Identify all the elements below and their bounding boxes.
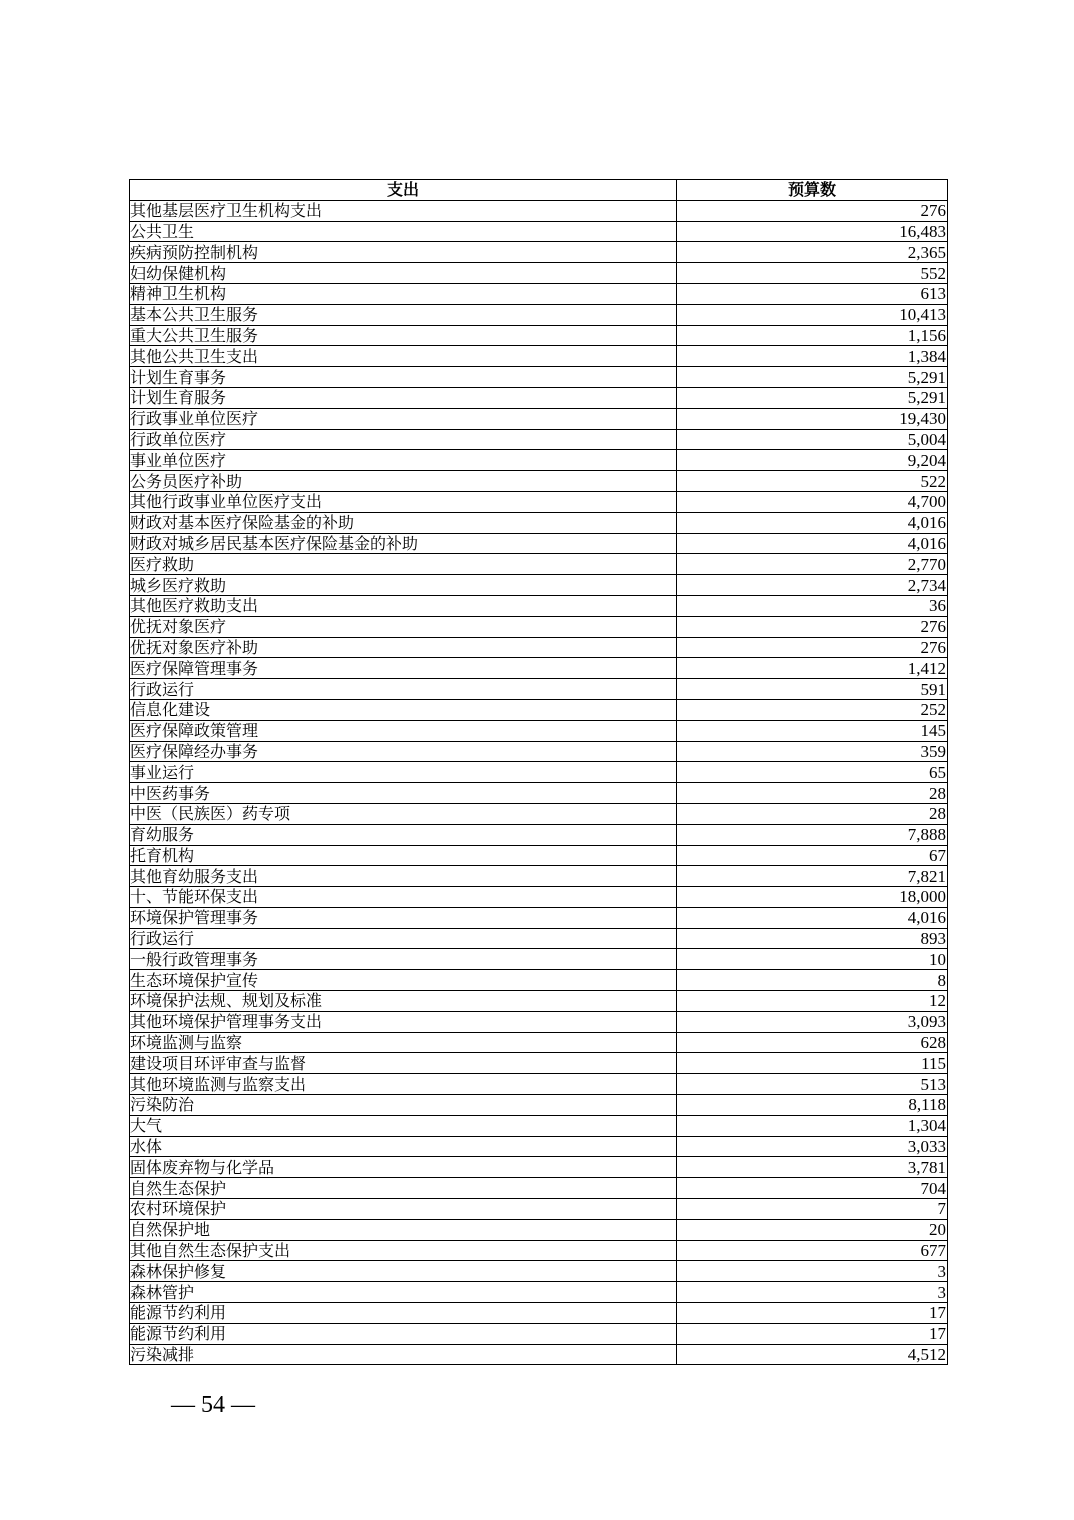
row-label: 行政运行 — [130, 928, 677, 949]
row-label: 能源节约利用 — [130, 1323, 677, 1344]
row-label: 自然保护地 — [130, 1219, 677, 1240]
table-row — [130, 1178, 948, 1199]
table-row — [130, 762, 948, 783]
table-row — [130, 824, 948, 845]
row-amount: 1,156 — [677, 325, 948, 346]
row-label: 能源节约利用 — [130, 1303, 677, 1324]
table-row — [130, 1282, 948, 1303]
table-row — [130, 554, 948, 575]
table-body — [130, 200, 948, 1365]
table-row — [130, 1032, 948, 1053]
table-row — [130, 949, 948, 970]
row-label: 生态环境保护宣传 — [130, 970, 677, 991]
row-label: 自然生态保护 — [130, 1178, 677, 1199]
row-label: 其他自然生态保护支出 — [130, 1240, 677, 1261]
header-item: 支出 — [130, 180, 677, 201]
table-row — [130, 1323, 948, 1344]
row-amount: 276 — [677, 637, 948, 658]
row-amount: 628 — [677, 1032, 948, 1053]
row-label: 公务员医疗补助 — [130, 471, 677, 492]
table-row — [130, 200, 948, 221]
row-label: 财政对基本医疗保险基金的补助 — [130, 512, 677, 533]
table-row — [130, 450, 948, 471]
row-label: 基本公共卫生服务 — [130, 304, 677, 325]
row-label: 行政事业单位医疗 — [130, 408, 677, 429]
row-amount: 513 — [677, 1074, 948, 1095]
row-amount: 677 — [677, 1240, 948, 1261]
table-row — [130, 429, 948, 450]
row-amount: 1,304 — [677, 1115, 948, 1136]
table-row — [130, 866, 948, 887]
row-label: 疾病预防控制机构 — [130, 242, 677, 263]
row-amount: 5,291 — [677, 367, 948, 388]
row-amount: 252 — [677, 699, 948, 720]
row-label: 一般行政管理事务 — [130, 949, 677, 970]
table-row — [130, 595, 948, 616]
row-amount: 522 — [677, 471, 948, 492]
row-amount: 3,093 — [677, 1011, 948, 1032]
row-label: 信息化建设 — [130, 699, 677, 720]
row-amount: 18,000 — [677, 887, 948, 908]
table-row — [130, 1011, 948, 1032]
table-row — [130, 658, 948, 679]
row-amount: 591 — [677, 679, 948, 700]
table-row — [130, 512, 948, 533]
row-amount: 115 — [677, 1053, 948, 1074]
row-amount: 65 — [677, 762, 948, 783]
row-label: 其他基层医疗卫生机构支出 — [130, 200, 677, 221]
table-row — [130, 1344, 948, 1365]
row-label: 优抚对象医疗 — [130, 616, 677, 637]
row-amount: 5,004 — [677, 429, 948, 450]
row-label: 其他医疗救助支出 — [130, 595, 677, 616]
table-row — [130, 928, 948, 949]
row-label: 妇幼保健机构 — [130, 263, 677, 284]
row-amount: 36 — [677, 595, 948, 616]
table-row — [130, 720, 948, 741]
table-row — [130, 325, 948, 346]
table-row — [130, 575, 948, 596]
table-row — [130, 471, 948, 492]
row-amount: 3 — [677, 1282, 948, 1303]
row-label: 固体废弃物与化学品 — [130, 1157, 677, 1178]
row-label: 计划生育事务 — [130, 367, 677, 388]
table-row — [130, 491, 948, 512]
row-amount: 7 — [677, 1199, 948, 1220]
row-amount: 276 — [677, 616, 948, 637]
row-label: 行政单位医疗 — [130, 429, 677, 450]
table-row — [130, 845, 948, 866]
table-row — [130, 616, 948, 637]
row-label: 计划生育服务 — [130, 387, 677, 408]
table-row — [130, 1199, 948, 1220]
table-row — [130, 221, 948, 242]
table-row — [130, 970, 948, 991]
row-label: 其他环境监测与监察支出 — [130, 1074, 677, 1095]
row-label: 污染防治 — [130, 1095, 677, 1116]
table-row — [130, 1157, 948, 1178]
table-row — [130, 1115, 948, 1136]
row-amount: 276 — [677, 200, 948, 221]
row-label: 医疗保障管理事务 — [130, 658, 677, 679]
row-amount: 20 — [677, 1219, 948, 1240]
row-amount: 9,204 — [677, 450, 948, 471]
row-amount: 145 — [677, 720, 948, 741]
row-amount: 28 — [677, 783, 948, 804]
table-row — [130, 242, 948, 263]
table-row — [130, 699, 948, 720]
table-row — [130, 367, 948, 388]
row-amount: 359 — [677, 741, 948, 762]
row-amount: 10 — [677, 949, 948, 970]
row-label: 医疗保障政策管理 — [130, 720, 677, 741]
row-amount: 1,412 — [677, 658, 948, 679]
row-label: 环境保护管理事务 — [130, 907, 677, 928]
table-row — [130, 637, 948, 658]
table-header-row — [130, 180, 948, 201]
row-label: 托育机构 — [130, 845, 677, 866]
table-row — [130, 304, 948, 325]
table-row — [130, 783, 948, 804]
row-label: 财政对城乡居民基本医疗保险基金的补助 — [130, 533, 677, 554]
table-row — [130, 679, 948, 700]
row-amount: 7,888 — [677, 824, 948, 845]
row-label: 污染减排 — [130, 1344, 677, 1365]
row-label: 十、节能环保支出 — [130, 887, 677, 908]
page-number: — 54 — — [171, 1392, 255, 1418]
row-label: 大气 — [130, 1115, 677, 1136]
row-amount: 4,512 — [677, 1344, 948, 1365]
row-label: 事业运行 — [130, 762, 677, 783]
table-row — [130, 283, 948, 304]
row-label: 行政运行 — [130, 679, 677, 700]
row-label: 森林保护修复 — [130, 1261, 677, 1282]
row-amount: 4,700 — [677, 491, 948, 512]
row-amount: 2,365 — [677, 242, 948, 263]
table-row — [130, 991, 948, 1012]
row-label: 其他行政事业单位医疗支出 — [130, 491, 677, 512]
table-row — [130, 387, 948, 408]
table-row — [130, 1136, 948, 1157]
row-amount: 67 — [677, 845, 948, 866]
row-label: 育幼服务 — [130, 824, 677, 845]
table-row — [130, 887, 948, 908]
row-amount: 893 — [677, 928, 948, 949]
row-amount: 4,016 — [677, 907, 948, 928]
table-row — [130, 1219, 948, 1240]
row-label: 优抚对象医疗补助 — [130, 637, 677, 658]
row-amount: 3,033 — [677, 1136, 948, 1157]
table-row — [130, 907, 948, 928]
row-label: 重大公共卫生服务 — [130, 325, 677, 346]
row-amount: 17 — [677, 1323, 948, 1344]
row-label: 其他育幼服务支出 — [130, 866, 677, 887]
table-row — [130, 1053, 948, 1074]
row-amount: 2,734 — [677, 575, 948, 596]
row-label: 其他环境保护管理事务支出 — [130, 1011, 677, 1032]
row-amount: 28 — [677, 803, 948, 824]
table-row — [130, 1261, 948, 1282]
table-row — [130, 346, 948, 367]
budget-table — [129, 179, 948, 1365]
row-label: 水体 — [130, 1136, 677, 1157]
row-amount: 4,016 — [677, 533, 948, 554]
row-amount: 1,384 — [677, 346, 948, 367]
row-label: 医疗救助 — [130, 554, 677, 575]
row-amount: 4,016 — [677, 512, 948, 533]
row-label: 中医药事务 — [130, 783, 677, 804]
row-amount: 5,291 — [677, 387, 948, 408]
row-amount: 12 — [677, 991, 948, 1012]
table-row — [130, 533, 948, 554]
row-amount: 613 — [677, 283, 948, 304]
row-label: 建设项目环评审查与监督 — [130, 1053, 677, 1074]
row-label: 农村环境保护 — [130, 1199, 677, 1220]
row-amount: 2,770 — [677, 554, 948, 575]
row-label: 森林管护 — [130, 1282, 677, 1303]
row-label: 其他公共卫生支出 — [130, 346, 677, 367]
row-label: 医疗保障经办事务 — [130, 741, 677, 762]
row-label: 事业单位医疗 — [130, 450, 677, 471]
row-amount: 10,413 — [677, 304, 948, 325]
row-label: 中医（民族医）药专项 — [130, 803, 677, 824]
row-label: 环境监测与监察 — [130, 1032, 677, 1053]
row-amount: 3,781 — [677, 1157, 948, 1178]
table-row — [130, 1240, 948, 1261]
row-amount: 17 — [677, 1303, 948, 1324]
row-label: 精神卫生机构 — [130, 283, 677, 304]
table-row — [130, 1074, 948, 1095]
row-amount: 8 — [677, 970, 948, 991]
table-row — [130, 263, 948, 284]
row-label: 城乡医疗救助 — [130, 575, 677, 596]
row-amount: 8,118 — [677, 1095, 948, 1116]
row-amount: 3 — [677, 1261, 948, 1282]
row-amount: 552 — [677, 263, 948, 284]
row-amount: 7,821 — [677, 866, 948, 887]
row-amount: 704 — [677, 1178, 948, 1199]
header-amount: 预算数 — [677, 180, 948, 201]
table-row — [130, 1095, 948, 1116]
table-row — [130, 803, 948, 824]
table-row — [130, 741, 948, 762]
row-label: 环境保护法规、规划及标准 — [130, 991, 677, 1012]
row-label: 公共卫生 — [130, 221, 677, 242]
row-amount: 19,430 — [677, 408, 948, 429]
table-row — [130, 408, 948, 429]
table-row — [130, 1303, 948, 1324]
row-amount: 16,483 — [677, 221, 948, 242]
